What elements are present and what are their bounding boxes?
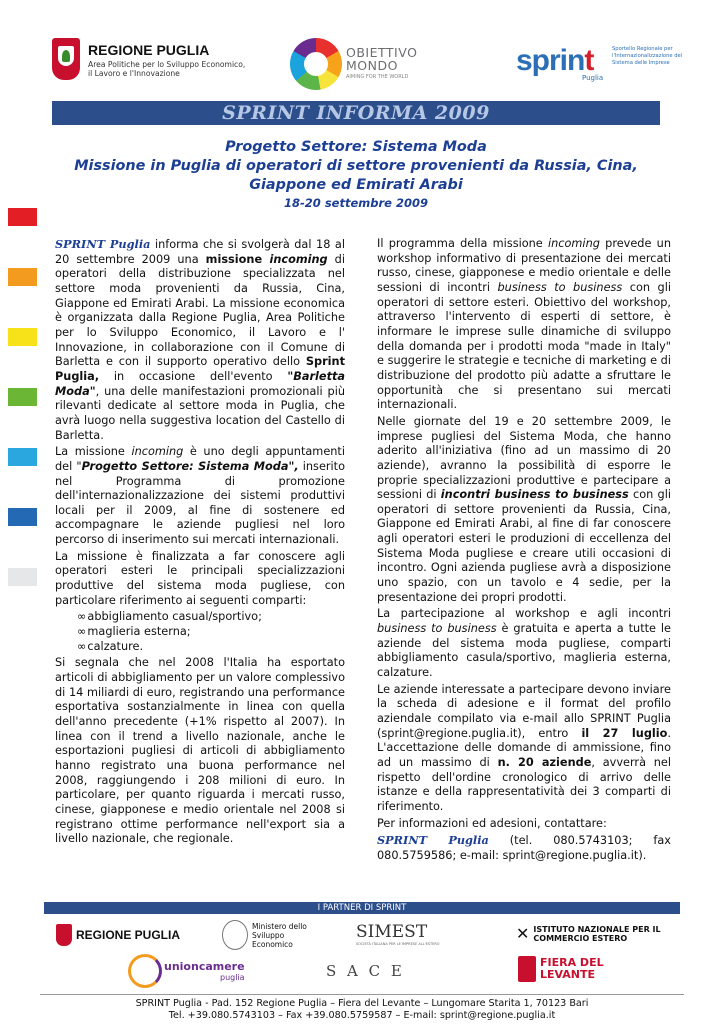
text: . L'accettazione delle domande di ammissione, fino ad un massimo di [377,726,672,769]
brand-name: SPRINT Puglia [55,237,151,251]
event-dates: 18-20 settembre 2009 [284,196,428,210]
text-bold-italic: Progetto Settore: Sistema Moda", [81,459,299,473]
left-paragraph-4: Si segnala che nel 2008 l'Italia ha esportato articoli di abbigliamento per un valore complessivo di 14 miliardi di euro, registrando una performance esportativa sostanzialmente in linea con quella dell'anno precedente (+1% rispetto al 2007). In linea con il trend a livello nazionale, anche le esportazioni pugliesi di articoli di abbigliamento hanno registrato una buona performance nel 2008, raggiungendo i 208 milioni di euro. In particolare, per quanto riguarda i mercati russo, cinese, giapponese e medio orientale nel 2008 si registrano ottime performance nell'export sia a livello nazionale, che regionale. [55,656,345,846]
partner-name: Ministero dello Sviluppo Economico [252,921,307,949]
color-swatch [8,328,37,346]
text-italic: incoming [131,445,184,459]
partner-name: unioncamere [164,960,245,973]
left-column [55,237,345,849]
left-paragraph-2 [55,445,345,548]
text-bold: n. 20 aziende [497,755,592,769]
footer [40,998,684,1022]
color-sidebar [8,208,38,628]
partner-unioncamere [128,954,245,988]
partners-bar-label: I PARTNER DI SPRINT [317,903,407,913]
obiettivo-line2: MONDO [346,58,398,73]
partner-name: FIERA DEL LEVANTE [540,956,604,981]
text: in occasione dell'evento [99,369,288,383]
text-bold: il 27 luglio [581,726,668,740]
sprint-wordmark-b: t [584,44,594,77]
comparti-list [77,610,345,654]
text: con gli operatori di settore esteri. Obiettivo del workshop, attraverso l'intervento di esperti di settore, è informare le imprese sulle dinamiche di sviluppo della domanda per i prodotti moda "made in Italy" e suggerire le strategie e tecniche di marketing e di distribuzione del prodotto più adatte a sfruttare le opportunità che si presentano sui mercati internazionali. [377,280,671,412]
text: Il programma della missione [377,237,548,250]
text: Nelle giornate del 19 e 20 settembre 2009, le imprese pugliesi del Sistema Moda, che hanno aderito all'iniziativa (fino ad un massimo di 20 aziende), avranno la possibilità di esporre le proprie specializzazioni produttive e partecipare a sessioni di [377,414,671,502]
text: prevede un workshop informativo di presentazione dei mercati russo, cinese, giapponese e medio orientale e delle sessioni di incontri [377,237,671,294]
obiettivo-tagline: AIMING FOR THE WORLD [346,74,409,80]
fiera-tower-icon [518,956,536,982]
obiettivo-globe-icon [290,38,342,90]
text-bold-italic: "Barletta Moda" [55,369,345,398]
right-paragraph-3 [377,607,671,680]
partner-name: REGIONE PUGLIA [76,928,181,942]
list-item: ∞ calzature. [77,640,345,655]
sprint-puglia: Puglia [582,74,604,82]
partner-ice [516,924,663,943]
partner-name: S A C E [326,962,405,980]
right-paragraph-1 [377,237,671,413]
brand-name: SPRINT Puglia [377,833,489,848]
footer-contacts: Tel. +39.080.5743103 – Fax +39.080.5759587 – E-mail: sprint@regione.puglia.it [168,1010,556,1021]
partner-sace [326,962,405,980]
sprint-logo [516,42,692,86]
left-paragraph-3: La missione è finalizzata a far conoscere agli operatori esteri le principali specializzazioni produttive del sistema moda pugliese, con particolare riferimento ai seguenti comparti: [55,549,345,607]
partner-subtitle: SOCIETÀ ITALIANA PER LE IMPRESE ALL'ESTERO [356,942,440,946]
right-column [377,237,671,866]
partner-subtitle: puglia [220,973,245,982]
footer-address: SPRINT Puglia - Pad. 152 Regione Puglia – Fiera del Levante – Lungomare Starita 1, 70123 Bari [135,998,589,1009]
sprint-wordmark-a: sprin [516,44,585,77]
obiettivo-line1: OBIETTIVO [346,45,418,60]
partner-regione-puglia [56,924,180,946]
text: con gli operatori di settore provenienti da Russia, Cina, Giappone ed Emirati Arabi, al fine di far conoscere agli operatori esteri le produzioni di eccellenza del Sistema Moda pugliese e creare utili occasioni di incontro. Ogni azienda pugliese avrà a disposizione uno spazio, con un tavolo e 4 sedie, per la presentazione dei propri prodotti. [377,488,671,604]
left-paragraph-1 [55,237,345,443]
text: informa che si svolgerà dal 18 al 20 settembre 2009 una [55,238,345,266]
color-swatch [8,208,37,226]
sprint-wordmark [516,44,593,78]
right-paragraph-2 [377,415,671,606]
text: La partecipazione al workshop e agli incontri [377,607,671,621]
partners-bar [44,902,680,914]
text: di operatori della distribuzione specializzata nel settore moda provenienti da Russia, Cina, Giappone ed Emirati Arabi. La missione economica è organizzata dalla Regione Puglia, Area Politiche per lo Sviluppo Economico, il Lavoro e l' Innovazione, in collaborazione con il Comune di Barletta e con il supporto operativo dello [55,252,345,369]
text-bold-italic: incontri business to business [440,488,629,502]
text: è uno degli appuntamenti del " [55,445,345,473]
color-swatch [8,388,37,406]
text: , avverrà nel rispetto dell'ordine cronologico di arrivo delle istanze e della rappresentatività dei 3 comparti di riferimento. [377,755,672,813]
regione-sub-line2: il Lavoro e l'Innovazione [88,69,180,78]
text-italic: business to business [377,622,497,636]
partner-ministero [222,920,322,950]
regione-puglia-logo [52,36,246,86]
ice-icon: ✕ [516,924,530,943]
obiettivo-mondo-logo [290,38,430,92]
color-swatch [8,448,37,466]
text-bold: Sprint Puglia, [55,355,345,383]
text: , una delle manifestazioni promozionali più rilevanti dedicate al settore moda in Puglia, che avrà luogo nella suggestiva location del Castello di Barletta. [55,384,345,442]
sprint-description: Sportello Regionale per l'Internazionalizzazione del Sistema delle Imprese [612,46,683,66]
text: Le aziende interessate a partecipare devono inviare la scheda di adesione e il format del profilo aziendale compilato via e-mail allo SPRINT Puglia (sprint@regione.puglia.it), entro [377,682,671,740]
partner-fiera [518,956,606,982]
color-swatch [8,508,37,526]
text-italic: incoming [548,237,600,250]
text-bold-italic: incoming [269,252,328,266]
emblem-icon [222,920,248,950]
regione-shield-icon [56,924,72,946]
regione-subtitle [88,60,245,78]
regione-sub-line1: Area Politiche per lo Sviluppo Economico, [88,60,246,69]
partner-simest [356,922,440,946]
list-item: ∞ abbigliamento casual/sportivo; [77,610,345,625]
text: è gratuita e aperta a tutte le aziende del sistema moda pugliese, comparti abbigliamento casula/sportivo, maglieria esterna, calzature. [377,622,671,680]
color-swatch [8,268,37,286]
list-item: ∞ maglieria esterna; [77,625,345,640]
obiettivo-text [346,46,417,72]
text-italic: business to business [497,280,623,294]
partner-name: ISTITUTO NAZIONALE PER IL COMMERCIO ESTERO [533,924,661,943]
regione-shield-icon [52,38,80,80]
right-paragraph-6 [377,833,671,863]
document-titles [52,138,660,211]
banner-text: SPRINT INFORMA 2009 [222,102,490,124]
text-bold: missione [205,252,270,266]
regione-title: REGIONE PUGLIA [88,42,210,58]
title-banner [52,101,660,125]
mission-title-line1: Missione in Puglia di operatori di settore provenienti da Russia, Cina, [74,158,638,174]
contact-details: (tel. 080.5743103; fax 080.5759586; e-mail: sprint@regione.puglia.it). [377,834,671,862]
partner-name: SIMEST [356,922,428,942]
text: inserito nel Programma di promozione dell'internazionalizzazione dei sistemi produttivi locali per il 2009, al fine di sostenere ed accompagnare le aziende pugliesi nel loro percorso di inserimento sui mercati internazionali. [55,459,346,547]
text: La missione [55,445,132,459]
project-title: Progetto Settore: Sistema Moda [225,139,487,155]
mission-title-line2: Giappone ed Emirati Arabi [249,177,463,193]
footer-divider [40,994,684,995]
color-swatch [8,568,37,586]
unioncamere-icon [128,954,162,988]
right-paragraph-4 [377,683,671,815]
right-paragraph-5: Per informazioni ed adesioni, contattare: [377,816,607,830]
